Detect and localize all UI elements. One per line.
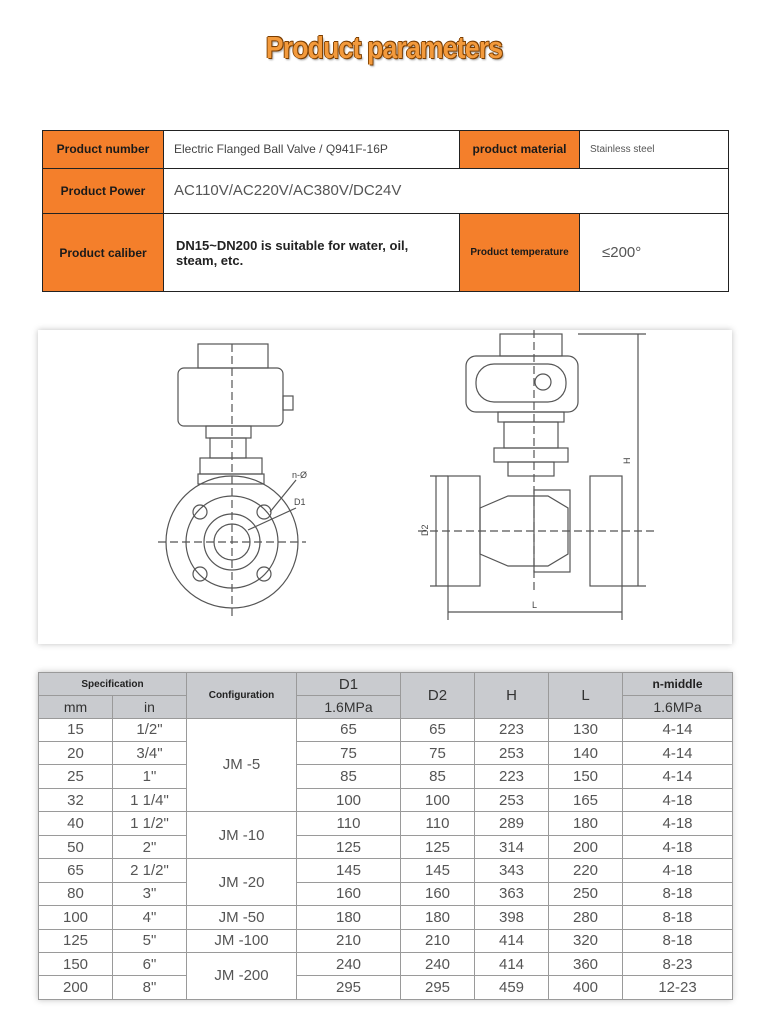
l-cell: 140 <box>549 742 623 765</box>
mm-cell: 50 <box>39 835 113 858</box>
d2-cell: 110 <box>401 812 475 835</box>
product-material-label: product material <box>460 131 580 169</box>
mm-cell: 25 <box>39 765 113 788</box>
in-cell: 1/2" <box>113 718 187 741</box>
in-cell: 2 1/2" <box>113 859 187 882</box>
h-header: H <box>475 673 549 719</box>
product-material-value: Stainless steel <box>580 131 729 169</box>
l-cell: 200 <box>549 835 623 858</box>
mm-cell: 80 <box>39 882 113 905</box>
product-power-label: Product Power <box>43 168 164 213</box>
l-cell: 150 <box>549 765 623 788</box>
mm-header: mm <box>39 696 113 718</box>
table-row <box>39 859 733 882</box>
params-row-number <box>43 131 729 169</box>
l-cell: 165 <box>549 788 623 811</box>
product-caliber-label: Product caliber <box>43 214 164 292</box>
right-actuator-cover <box>476 364 566 402</box>
h-cell: 414 <box>475 929 549 952</box>
mm-cell: 15 <box>39 718 113 741</box>
configuration-cell: JM -10 <box>187 812 297 859</box>
d2-cell: 210 <box>401 929 475 952</box>
l-cell: 280 <box>549 906 623 929</box>
left-actuator-base <box>206 426 251 438</box>
n-middle-cell: 8-18 <box>623 882 733 905</box>
mm-cell: 100 <box>39 906 113 929</box>
bolt-hole <box>193 505 207 519</box>
n-middle-cell: 4-18 <box>623 812 733 835</box>
left-actuator-body <box>178 368 283 426</box>
in-cell: 2" <box>113 835 187 858</box>
configuration-cell: JM -200 <box>187 952 297 999</box>
left-bracket <box>210 438 246 458</box>
mm-cell: 20 <box>39 742 113 765</box>
d1-cell: 65 <box>297 718 401 741</box>
d1-leader <box>248 508 296 530</box>
n-phi-label: n-Ø <box>292 470 308 480</box>
n-middle-cell: 8-18 <box>623 906 733 929</box>
h-cell: 398 <box>475 906 549 929</box>
configuration-cell: JM -5 <box>187 718 297 812</box>
specification-header: Specification <box>39 673 187 696</box>
table-row <box>39 765 733 788</box>
bolt-hole <box>257 505 271 519</box>
product-caliber-value: DN15~DN200 is suitable for water, oil, steam, etc. <box>164 214 460 292</box>
d1-cell: 240 <box>297 952 401 975</box>
d2-header: D2 <box>401 673 475 719</box>
d2-cell: 160 <box>401 882 475 905</box>
d1-sub-header: 1.6MPa <box>297 696 401 718</box>
l-header: L <box>549 673 623 719</box>
mm-cell: 32 <box>39 788 113 811</box>
l-cell: 250 <box>549 882 623 905</box>
product-number-value: Electric Flanged Ball Valve / Q941F-16P <box>164 131 460 169</box>
d2-cell: 75 <box>401 742 475 765</box>
d1-cell: 295 <box>297 976 401 1000</box>
d2-cell: 240 <box>401 952 475 975</box>
table-row <box>39 929 733 952</box>
in-cell: 3/4" <box>113 742 187 765</box>
right-actuator-base <box>498 412 564 422</box>
l-cell: 320 <box>549 929 623 952</box>
l-cell: 180 <box>549 812 623 835</box>
h-cell: 314 <box>475 835 549 858</box>
right-actuator-top <box>500 334 562 356</box>
d2-cell: 85 <box>401 765 475 788</box>
d1-cell: 125 <box>297 835 401 858</box>
left-actuator-knob <box>283 396 293 410</box>
spec-header-row-2 <box>39 696 733 718</box>
n-middle-cell: 4-18 <box>623 859 733 882</box>
configuration-cell: JM -100 <box>187 929 297 952</box>
valve-technical-drawing <box>38 330 732 644</box>
in-cell: 4" <box>113 906 187 929</box>
in-cell: 5" <box>113 929 187 952</box>
configuration-cell: JM -50 <box>187 906 297 929</box>
product-temperature-value: ≤200° <box>580 214 729 292</box>
d2-cell: 65 <box>401 718 475 741</box>
l-cell: 220 <box>549 859 623 882</box>
specification-table <box>38 672 732 1000</box>
n-middle-sub-header: 1.6MPa <box>623 696 733 718</box>
table-row <box>39 952 733 975</box>
d1-cell: 180 <box>297 906 401 929</box>
table-row <box>39 718 733 741</box>
product-temperature-label: Product temperature <box>460 214 580 292</box>
n-middle-cell: 8-18 <box>623 929 733 952</box>
right-flange-left <box>448 476 480 586</box>
valve-drawing-svg <box>38 330 732 644</box>
configuration-header: Configuration <box>187 673 297 719</box>
table-row <box>39 835 733 858</box>
table-row <box>39 788 733 811</box>
h-cell: 414 <box>475 952 549 975</box>
left-actuator-top <box>198 344 268 368</box>
d2-cell: 295 <box>401 976 475 1000</box>
l-cell: 130 <box>549 718 623 741</box>
d1-cell: 210 <box>297 929 401 952</box>
product-power-value: AC110V/AC220V/AC380V/DC24V <box>164 168 729 213</box>
d2-cell: 125 <box>401 835 475 858</box>
h-cell: 253 <box>475 742 549 765</box>
in-cell: 1" <box>113 765 187 788</box>
right-stem-plate <box>494 448 568 462</box>
in-cell: 1 1/2" <box>113 812 187 835</box>
l-label: L <box>532 600 538 610</box>
spec-body <box>39 718 733 999</box>
h-cell: 289 <box>475 812 549 835</box>
l-cell: 360 <box>549 952 623 975</box>
h-cell: 363 <box>475 882 549 905</box>
table-row <box>39 906 733 929</box>
in-cell: 1 1/4" <box>113 788 187 811</box>
in-cell: 6" <box>113 952 187 975</box>
h-cell: 343 <box>475 859 549 882</box>
mm-cell: 200 <box>39 976 113 1000</box>
n-middle-cell: 8-23 <box>623 952 733 975</box>
page-title: Product parameters <box>265 30 503 65</box>
d2-cell: 180 <box>401 906 475 929</box>
d2-label: D2 <box>420 524 430 536</box>
n-middle-cell: 4-14 <box>623 718 733 741</box>
params-row-caliber <box>43 214 729 292</box>
n-phi-leader <box>270 480 296 512</box>
mm-cell: 125 <box>39 929 113 952</box>
d1-header: D1 <box>297 673 401 696</box>
mm-cell: 65 <box>39 859 113 882</box>
h-cell: 459 <box>475 976 549 1000</box>
right-neck <box>508 462 554 476</box>
right-actuator-dial <box>535 374 551 390</box>
d1-cell: 85 <box>297 765 401 788</box>
mm-cell: 40 <box>39 812 113 835</box>
h-cell: 223 <box>475 765 549 788</box>
configuration-cell: JM -20 <box>187 859 297 906</box>
d2-cell: 100 <box>401 788 475 811</box>
left-stem-plate <box>200 458 262 474</box>
n-middle-cell: 4-14 <box>623 765 733 788</box>
d1-cell: 160 <box>297 882 401 905</box>
spec-header-row-1 <box>39 673 733 696</box>
d1-cell: 110 <box>297 812 401 835</box>
table-row <box>39 882 733 905</box>
d2-cell: 145 <box>401 859 475 882</box>
params-row-power <box>43 168 729 213</box>
in-cell: 8" <box>113 976 187 1000</box>
d1-cell: 75 <box>297 742 401 765</box>
d1-cell: 145 <box>297 859 401 882</box>
mm-cell: 150 <box>39 952 113 975</box>
right-bracket <box>504 422 558 448</box>
product-parameters-table <box>42 130 728 292</box>
h-cell: 223 <box>475 718 549 741</box>
n-middle-cell: 4-18 <box>623 835 733 858</box>
n-middle-cell: 4-14 <box>623 742 733 765</box>
h-label: H <box>622 457 632 464</box>
bolt-hole <box>193 567 207 581</box>
table-row <box>39 812 733 835</box>
in-header: in <box>113 696 187 718</box>
n-middle-header: n-middle <box>623 673 733 696</box>
n-middle-cell: 4-18 <box>623 788 733 811</box>
d1-label: D1 <box>294 497 306 507</box>
in-cell: 3" <box>113 882 187 905</box>
product-number-label: Product number <box>43 131 164 169</box>
bolt-hole <box>257 567 271 581</box>
n-middle-cell: 12-23 <box>623 976 733 1000</box>
l-cell: 400 <box>549 976 623 1000</box>
table-row <box>39 742 733 765</box>
table-row <box>39 976 733 1000</box>
d1-cell: 100 <box>297 788 401 811</box>
h-cell: 253 <box>475 788 549 811</box>
